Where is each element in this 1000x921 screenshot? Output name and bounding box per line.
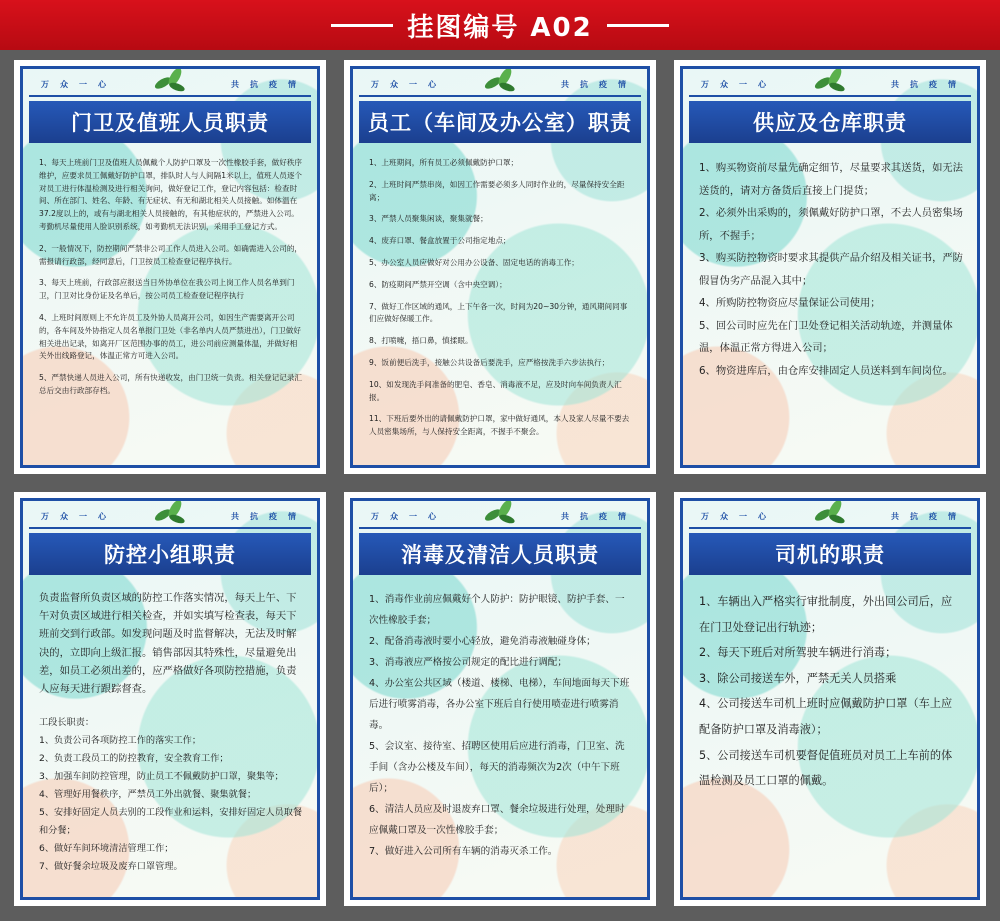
duty-item: 4、管理好用餐秩序，严禁员工外出就餐、聚集就餐； (39, 789, 257, 801)
poster-body (699, 157, 963, 382)
duty-item: 6、防疫期间严禁开空调（含中央空调）； (369, 279, 507, 289)
duty-item: 1、上班期间，所有员工必须佩戴防护口罩； (369, 158, 519, 167)
duty-item: 11、下班后要外出的请佩戴防护口罩，家中做好通风，本人及家人尽量不要去人员密集场所，与人保持安全距离，不握手不聚会。 (369, 414, 630, 437)
header-bar (0, 0, 1000, 50)
duty-item: 5、安排好固定人员去别的工段作业和运料，安排好固定人员取餐和分餐； (39, 807, 303, 837)
poster-title: 消毒及清洁人员职责 (359, 533, 641, 575)
duty-item: 3、每天上班前，行政部应报送当日外协单位在我公司上岗工作人员名单到门卫，门卫对比身份证及名单后，按公司员工检查登记程序执行 (39, 278, 295, 301)
duty-item: 5、办公室人员应做好对公用办公设备、固定电话的消毒工作； (369, 257, 579, 267)
duty-item: 2、配备消毒液时要小心轻放，避免消毒液触碰身体； (369, 636, 596, 647)
duty-item: 8、打喷嚏，捂口鼻，慎揉眼。 (369, 336, 473, 346)
duty-item: 4、所购防控物资应尽量保证公司使用； (699, 297, 881, 309)
duty-item: 工段长职责： (39, 717, 95, 729)
duty-item: 7、做好工作区域的通风，上下午各一次，时间为20~30分钟，通风期间同事们应做好保暖工作。 (369, 301, 628, 324)
duty-item: 5、公司接送车司机要督促值班员对员工上车前的体温检测及员工口罩的佩戴。 (699, 748, 953, 788)
poster-staff-duty (344, 60, 656, 474)
poster-title: 司机的职责 (689, 533, 971, 575)
poster-supply-duty (674, 60, 986, 474)
duty-item: 10、如发现洗手间准备的肥皂、香皂、消毒液不足，应及时向车间负责人汇报。 (369, 379, 622, 402)
duty-item: 3、加强车间防控管理，防止员工不佩戴防护口罩，聚集等； (39, 771, 284, 783)
slogan-left: 万众一心 (371, 80, 447, 89)
leaf-icon (153, 498, 187, 527)
poster-body (39, 157, 303, 407)
slogan-strip (689, 73, 971, 97)
duty-item: 4、公司接送车司机上班时应佩戴防护口罩（车上应配备防护口罩及消毒液）； (699, 697, 953, 736)
duty-item: 1、车辆出入严格实行审批制度，外出回公司后，应在门卫处登记出行轨迹； (699, 595, 953, 634)
duty-item: 1、负责公司各项防控工作的落实工作； (39, 735, 202, 747)
duty-item: 9、饭前便后洗手，接触公共设备后要洗手，应严格按洗手六步法执行； (369, 357, 610, 367)
slogan-right: 共抗疫情 (231, 80, 307, 89)
duty-item: 5、回公司时应先在门卫处登记相关活动轨迹，并测量体温，体温正常方得进入公司； (699, 319, 953, 354)
duty-item: 6、物资进库后，由仓库安排固定人员送料到车间岗位。 (699, 364, 953, 377)
leaf-icon (813, 66, 847, 95)
slogan-left: 万众一心 (371, 512, 447, 521)
duty-item: 3、购买防控物资时要求其提供产品介绍及相关证书，严防假冒伪劣产品混入其中； (699, 252, 963, 287)
header-left-line (331, 24, 393, 27)
slogan-strip (29, 505, 311, 529)
slogan-strip (359, 505, 641, 529)
duty-item: 5、会议室、接待室、招聘区使用后应进行消毒，门卫室、洗手间（含办公楼及车间），每天的消毒频次为2次（中午下班后）； (369, 741, 625, 794)
duty-item: 3、除公司接送车外，严禁无关人员搭乘 (699, 671, 897, 685)
duty-item: 7、做好进入公司所有车辆的消毒灭杀工作。 (369, 846, 558, 857)
slogan-right: 共抗疫情 (891, 80, 967, 89)
poster-disinfection-duty (344, 492, 656, 906)
leaf-icon (153, 66, 187, 95)
poster-body (369, 157, 633, 448)
header-title: 挂图编号 A02 (407, 12, 593, 43)
duty-item: 3、消毒液应严格按公司规定的配比进行调配； (369, 657, 567, 668)
duty-item: 1、消毒作业前应佩戴好个人防护：防护眼镜、防护手套、一次性橡胶手套； (369, 594, 625, 626)
slogan-right: 共抗疫情 (231, 512, 307, 521)
slogan-right: 共抗疫情 (891, 512, 967, 521)
poster-title: 员工（车间及办公室）职责 (359, 101, 641, 143)
duty-item: 1、每天上班前门卫及值班人员佩戴个人防护口罩及一次性橡胶手套，做好秩序维护，应要求员工佩戴好防护口罩，排队时人与人间隔1米以上，值班人员逐个对员工进行体温检测及进行相关询问，做好登记工作，登记内容包括：检查时间、所在部门、姓名、年龄、有无症状、有无和湖北相关人员接触。如体温在37.2度以上的，或有与湖北相关人员接触的，有其他症状的，严禁进入公司。考勤机尽量使用人脸识别系统，如考勤机无法识别，采用手工登记方式。 (39, 158, 303, 231)
duty-item: 6、清洁人员应及时退废弃口罩、餐余垃圾进行处理，处理时应佩戴口罩及一次性橡胶手套； (369, 804, 625, 836)
leaf-icon (813, 498, 847, 527)
slogan-right: 共抗疫情 (561, 80, 637, 89)
duty-item: 6、做好车间环境清洁管理工作； (39, 843, 174, 855)
duty-item: 2、一般情况下，防控期间严禁非公司工作人员进入公司。如确需进入公司的，需报请行政部，经同意后，门卫按员工检查登记程序执行。 (39, 243, 303, 266)
duty-item: 5、严禁快递人员进入公司，所有快递收发，由门卫统一负责。相关登记记录汇总后交由行政部存档。 (39, 373, 303, 395)
duty-item: 1、购买物资前尽量先确定细节，尽量要求其送货，如无法送货的，请对方备货后直接上门提货； (699, 162, 963, 197)
duty-item: 4、废弃口罩、餐盒放置于公司指定地点； (369, 236, 511, 246)
duty-item: 2、负责工段员工的防控教育，安全教育工作； (39, 753, 229, 765)
poster-driver-duty (674, 492, 986, 906)
duty-item: 3、严禁人员聚集闲谈，聚集就餐； (369, 214, 488, 224)
poster-control-team-duty (14, 492, 326, 906)
slogan-strip (689, 505, 971, 529)
poster-body (369, 589, 633, 862)
poster-title: 门卫及值班人员职责 (29, 101, 311, 143)
slogan-left: 万众一心 (701, 80, 777, 89)
leaf-icon (483, 498, 517, 527)
poster-title: 供应及仓库职责 (689, 101, 971, 143)
poster-title: 防控小组职责 (29, 533, 311, 575)
slogan-left: 万众一心 (41, 512, 117, 521)
leaf-icon (483, 66, 517, 95)
slogan-strip (29, 73, 311, 97)
slogan-strip (359, 73, 641, 97)
duty-item: 4、办公室公共区域（楼道、楼梯、电梯），车间地面每天下班后进行喷雾消毒，各办公室下班后自行使用喷壶进行喷雾消毒。 (369, 678, 630, 731)
duty-item: 2、必须外出采购的，须佩戴好防护口罩，不去人员密集场所，不握手； (699, 207, 963, 242)
duty-item: 2、每天下班后对所驾驶车辆进行消毒； (699, 646, 897, 660)
duty-item: 2、上班时间严禁串岗，如因工作需要必须多人同时作业的，尽量保持安全距离； (369, 179, 625, 202)
poster-body (699, 589, 963, 794)
slogan-left: 万众一心 (41, 80, 117, 89)
slogan-right: 共抗疫情 (561, 512, 637, 521)
poster-body (39, 589, 303, 876)
poster-guard-duty (14, 60, 326, 474)
header-right-line (607, 24, 669, 27)
slogan-left: 万众一心 (701, 512, 777, 521)
duty-intro: 负责监督所负责区域的防控工作落实情况，每天上午、下午对负责区域进行相关检查，并如实填写检查表，每天下班前交到行政部。如发现问题及时监督解决，无法及时解决的，立即向上级汇报。销售部因其特殊性，尽量避免出差，如员工必须出差的，应严格做好各项防控措施，负责人应每天进行跟踪督查。 (39, 592, 297, 696)
duty-item: 4、上班时间原则上不允许员工及外协人员离开公司，如因生产需要离开公司的，各车间及外协指定人员名单报门卫处（非名单内人员严禁进出），门卫做好相关进出记录，如离开厂区范围办事的员工，进公司前应测量体温，并做好相关外出线路登记，体温正常方可进入公司。 (39, 312, 301, 361)
duty-item: 7、做好餐余垃圾及废弃口罩管理。 (39, 861, 183, 873)
